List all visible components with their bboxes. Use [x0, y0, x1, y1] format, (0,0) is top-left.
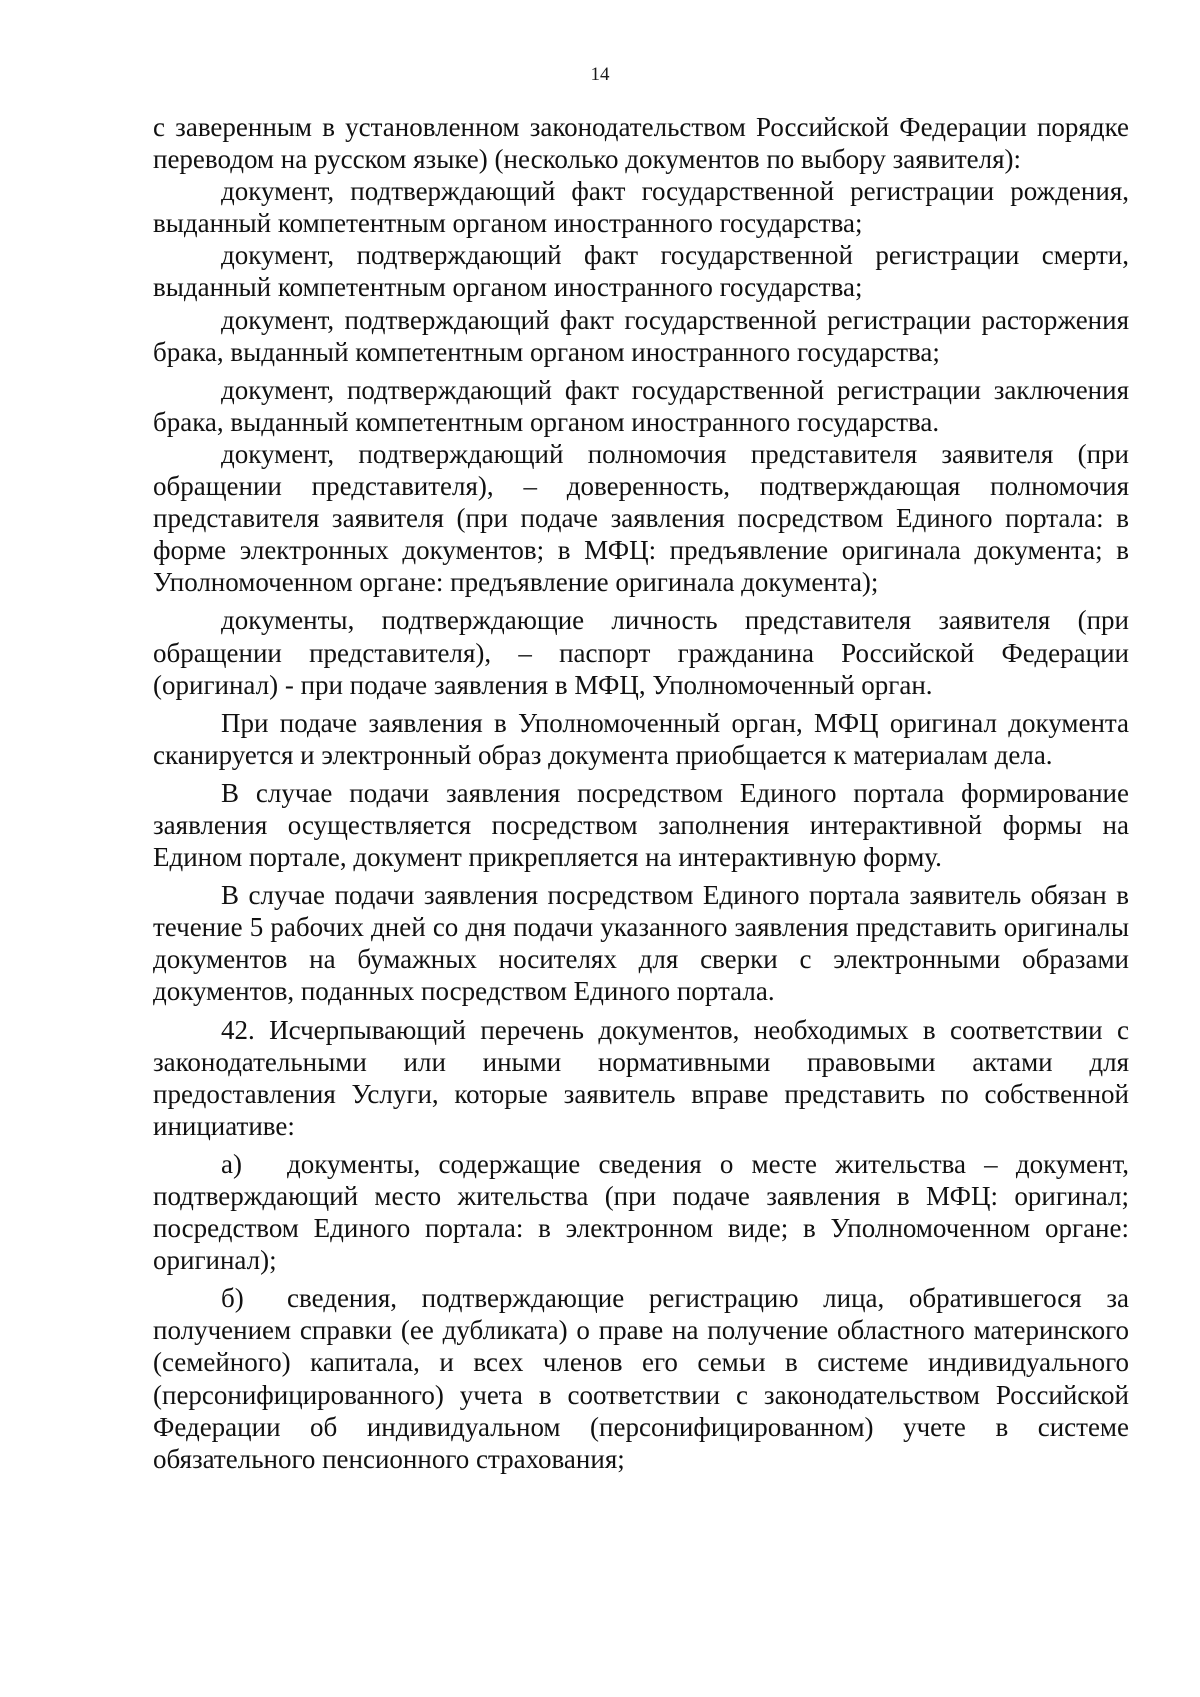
paragraph: В случае подачи заявления посредством Единого портала заявитель обязан в течение 5 рабочих дней со дня подачи указанного заявления представить оригиналы документов на бумажных носителях для сверки с электронными образами документов, поданных посредством Единого портала. [153, 880, 1129, 1007]
document-body [153, 111, 1129, 1475]
paragraph: документ, подтверждающий факт государственной регистрации рождения, выданный компетентным органом иностранного государства; [153, 176, 1129, 239]
list-marker: а) [221, 1148, 242, 1179]
paragraph: документ, подтверждающий факт государственной регистрации смерти, выданный компетентным органом иностранного государства; [153, 240, 1129, 303]
list-marker: б) [221, 1283, 244, 1314]
paragraph: При подаче заявления в Уполномоченный орган, МФЦ оригинал документа сканируется и электронный образ документа приобщается к материалам дела. [153, 707, 1129, 770]
paragraph: В случае подачи заявления посредством Единого портала формирование заявления осуществляется посредством заполнения интерактивной формы на Едином портале, документ прикрепляется на интерактивную форму. [153, 777, 1129, 873]
paragraph: документ, подтверждающий полномочия представителя заявителя (при обращении представителя), – доверенность, подтверждающая полномочия представителя заявителя (при подаче заявления посредством Единого портала: в форме электронных документов; в МФЦ: предъявление оригинала документа; в Уполномоченном органе: предъявление оригинала документа); [153, 438, 1129, 598]
paragraph: документы, подтверждающие личность представителя заявителя (при обращении представителя), – паспорт гражданина Российской Федерации (оригинал) - при подаче заявления в МФЦ, Уполномоченный орган. [153, 605, 1129, 700]
list-item-text: документы, содержащие сведения о месте жительства – документ, подтверждающий место жительства (при подаче заявления в МФЦ: оригинал; посредством Единого портала: в электронном виде; в Уполномоченном органе: оригинал); [153, 1148, 1129, 1276]
page-number: 14 [590, 64, 610, 85]
paragraph: документ, подтверждающий факт государственной регистрации расторжения брака, выданный компетентным органом иностранного государства; [153, 304, 1129, 367]
list-item [153, 1148, 1129, 1276]
paragraph: с заверенным в установленном законодательством Российской Федерации порядке переводом на русском языке) (несколько документов по выбору заявителя): [153, 112, 1129, 175]
list-item [153, 1282, 1129, 1475]
paragraph: документ, подтверждающий факт государственной регистрации заключения брака, выданный компетентным органом иностранного государства. [153, 374, 1129, 437]
paragraph: 42. Исчерпывающий перечень документов, необходимых в соответствии с законодательными или иными нормативными правовыми актами для предоставления Услуги, которые заявитель вправе представить по собственной инициативе: [153, 1014, 1129, 1141]
list-item-text: сведения, подтверждающие регистрацию лица, обратившегося за получением справки (ее дубликата) о праве на получение областного материнского (семейного) капитала, и всех членов его семьи в системе индивидуального (персонифицированного) учета в соответствии с законодательством Российской Федерации об индивидуальном (персонифицированном) учете в системе обязательного пенсионного страхования; [153, 1283, 1129, 1474]
